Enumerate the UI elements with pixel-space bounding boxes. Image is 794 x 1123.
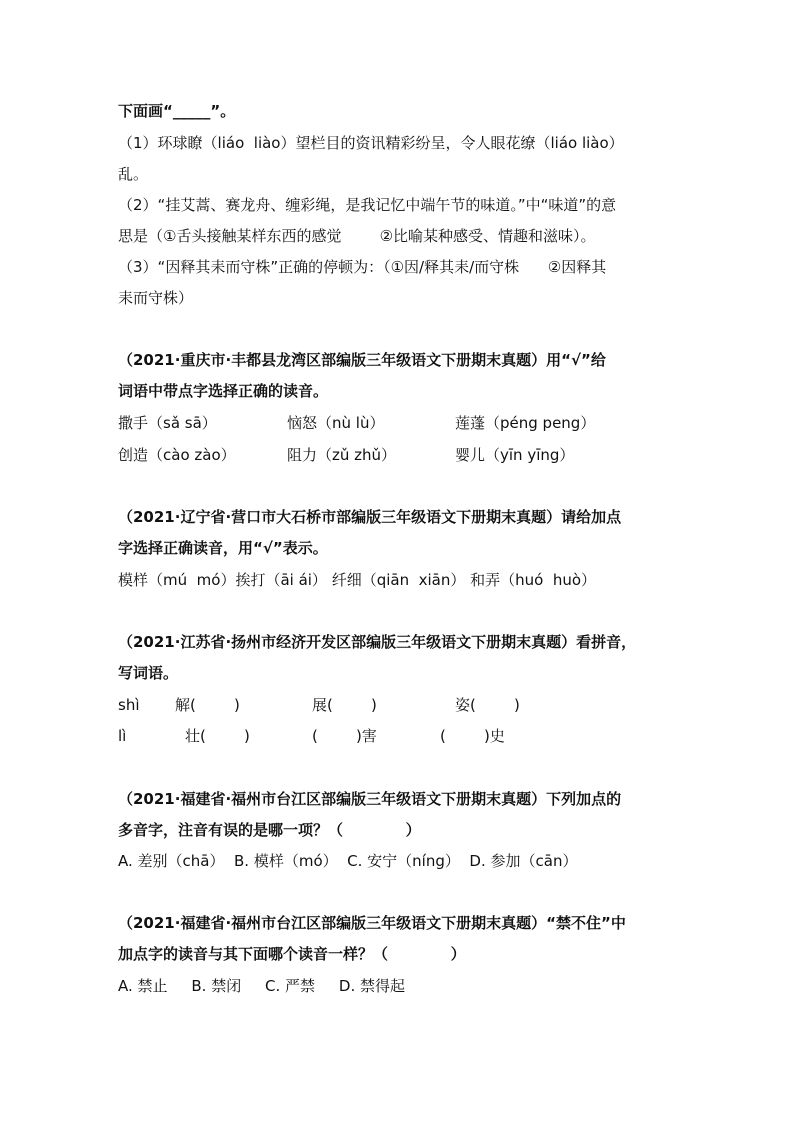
q4-title-line1: （2021·福建省·福州市台江区部编版三年级语文下册期末真题）下列加点的 bbox=[118, 790, 622, 808]
q3-pinyin: lì bbox=[118, 727, 127, 745]
q1-word: 创造（cào zào） bbox=[118, 446, 236, 464]
q3-blank: 展( ) bbox=[312, 696, 377, 714]
q2-title-line1: （2021·辽宁省·营口市大石桥市部编版三年级语文下册期末真题）请给加点 bbox=[118, 508, 622, 526]
intro-item1-line1: （1）环球瞭（liáo liào）望栏目的资讯精彩纷呈，令人眼花缭（liáo liào） bbox=[118, 134, 624, 152]
q3-pinyin: shì bbox=[118, 696, 140, 714]
q1-word: 恼怒（nù lù） bbox=[287, 414, 385, 432]
q1-title-line2: 词语中带点字选择正确的读音。 bbox=[118, 382, 329, 400]
intro-item2-line2: 思是（①舌头接触某样东西的感觉 ②比喻某种感受、情趣和滋味）。 bbox=[118, 227, 596, 245]
intro-item2-line1: （2）“挂艾蒿、赛龙舟、缠彩绳，是我记忆中端午节的味道。”中“味道”的意 bbox=[118, 196, 617, 214]
intro-item3-line1: （3）“因释其耒而守株”正确的停顿为：（①因/释其耒/而守株 ②因释其 bbox=[118, 258, 607, 276]
q5-options: A. 禁止 B. 禁闭 C. 严禁 D. 禁得起 bbox=[118, 977, 405, 995]
intro-item3-line2: 耒而守株） bbox=[118, 289, 194, 307]
q2-title-line2: 字选择正确读音，用“√”表示。 bbox=[118, 539, 328, 557]
intro-item1-line2: 乱。 bbox=[118, 165, 149, 183]
q3-blank: 壮( ) bbox=[185, 727, 250, 745]
q4-options: A. 差别（chā） B. 模样（mó） C. 安宁（níng） D. 参加（cān） bbox=[118, 852, 578, 870]
q4-title-line2: 多音字，注音有误的是哪一项？（ ） bbox=[118, 821, 421, 839]
q5-title-line1: （2021·福建省·福州市台江区部编版三年级语文下册期末真题）“禁不住”中 bbox=[118, 914, 626, 932]
q3-blank: ( )史 bbox=[440, 727, 505, 745]
q2-body: 模样（mú mó）挨打（āi ái） 纤细（qiān xiān） 和弄（huó huò） bbox=[118, 571, 597, 589]
q5-title-line2: 加点字的读音与其下面哪个读音一样？（ ） bbox=[118, 945, 466, 963]
q3-title-line2: 写词语。 bbox=[118, 664, 179, 682]
q3-blank: 解( ) bbox=[175, 696, 240, 714]
intro-heading: 下面画“_____”。 bbox=[118, 102, 236, 120]
q1-word: 阻力（zǔ zhǔ） bbox=[287, 446, 397, 464]
q3-title-line1: （2021·江苏省·扬州市经济开发区部编版三年级语文下册期末真题）看拼音， bbox=[118, 633, 637, 651]
q1-word: 婴儿（yīn yīng） bbox=[455, 446, 575, 464]
q1-word: 撒手（sǎ sā） bbox=[118, 414, 217, 432]
q3-blank: ( )害 bbox=[312, 727, 377, 745]
q3-blank: 姿( ) bbox=[455, 696, 520, 714]
q1-title-line1: （2021·重庆市·丰都县龙湾区部编版三年级语文下册期末真题）用“√”给 bbox=[118, 351, 606, 369]
q1-word: 莲蓬（péng peng） bbox=[455, 414, 596, 432]
